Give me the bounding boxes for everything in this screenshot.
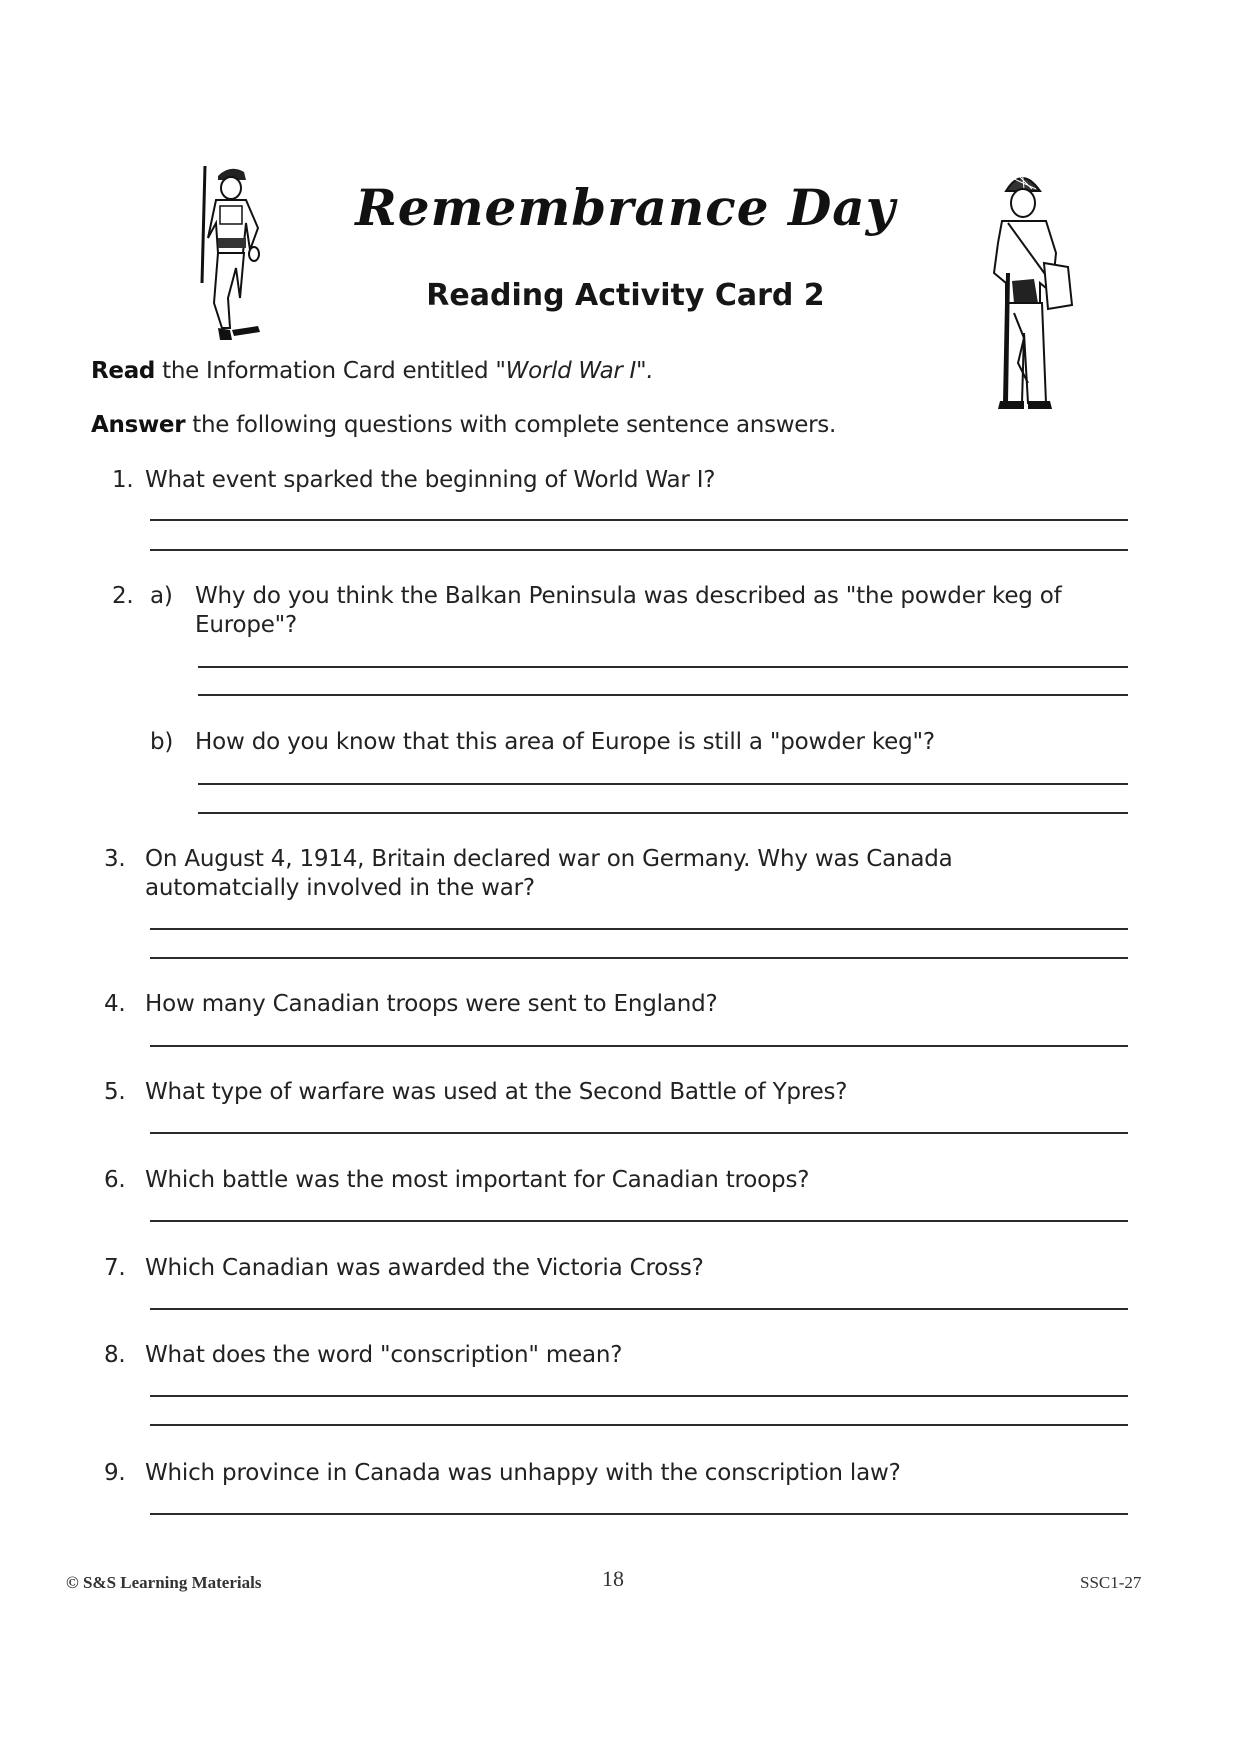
question-3-text-line2: automatcially involved in the war? — [145, 875, 535, 901]
publisher-credit: © S&S Learning Materials — [66, 1573, 262, 1592]
answer-line[interactable] — [150, 1132, 1128, 1134]
question-2b-label: b) — [150, 729, 174, 755]
question-5-number: 5. — [104, 1079, 126, 1105]
page-subtitle: Reading Activity Card 2 — [426, 278, 825, 313]
answer-line[interactable] — [150, 1220, 1128, 1222]
question-3-number: 3. — [104, 846, 126, 872]
read-label: Read — [91, 358, 156, 384]
question-7-number: 7. — [104, 1255, 126, 1281]
question-8-text: What does the word "conscription" mean? — [145, 1342, 623, 1368]
question-2a-text-line1: Why do you think the Balkan Peninsula was described as "the powder keg of — [195, 583, 1062, 609]
question-2b-text: How do you know that this area of Europe is still a "powder keg"? — [195, 729, 935, 755]
answer-line[interactable] — [198, 666, 1128, 668]
card-title-reference: "World War I". — [495, 358, 654, 384]
answer-line[interactable] — [150, 549, 1128, 551]
answer-line[interactable] — [150, 1308, 1128, 1310]
question-3-text-line1: On August 4, 1914, Britain declared war on Germany. Why was Canada — [145, 846, 953, 872]
answer-line[interactable] — [150, 1395, 1128, 1397]
question-1-number: 1. — [112, 467, 134, 493]
answer-line[interactable] — [150, 1513, 1128, 1515]
question-4-text: How many Canadian troops were sent to England? — [145, 991, 718, 1017]
question-7-text: Which Canadian was awarded the Victoria Cross? — [145, 1255, 704, 1281]
question-2a-text-line2: Europe"? — [195, 612, 298, 638]
question-9-text: Which province in Canada was unhappy with the conscription law? — [145, 1460, 901, 1486]
product-code: SSC1-27 — [1080, 1573, 1142, 1592]
answer-line[interactable] — [198, 694, 1128, 696]
question-4-number: 4. — [104, 991, 126, 1017]
answer-line[interactable] — [198, 812, 1128, 814]
answer-line[interactable] — [198, 783, 1128, 785]
question-8-number: 8. — [104, 1342, 126, 1368]
answer-label: Answer — [91, 412, 186, 438]
question-2-number: 2. — [112, 583, 134, 609]
read-instruction — [91, 358, 653, 384]
question-6-text: Which battle was the most important for Canadian troops? — [145, 1167, 810, 1193]
question-6-number: 6. — [104, 1167, 126, 1193]
answer-instruction — [91, 412, 836, 438]
question-5-text: What type of warfare was used at the Second Battle of Ypres? — [145, 1079, 848, 1105]
page-number: 18 — [602, 1566, 624, 1591]
question-9-number: 9. — [104, 1460, 126, 1486]
answer-text: the following questions with complete sentence answers. — [185, 412, 836, 438]
page-title: Remembrance Day — [355, 178, 896, 237]
question-1-text: What event sparked the beginning of World War I? — [145, 467, 716, 493]
answer-line[interactable] — [150, 928, 1128, 930]
read-text: the Information Card entitled — [155, 358, 496, 384]
answer-line[interactable] — [150, 519, 1128, 521]
answer-line[interactable] — [150, 1045, 1128, 1047]
question-2a-label: a) — [150, 583, 173, 609]
answer-line[interactable] — [150, 1424, 1128, 1426]
answer-line[interactable] — [150, 957, 1128, 959]
